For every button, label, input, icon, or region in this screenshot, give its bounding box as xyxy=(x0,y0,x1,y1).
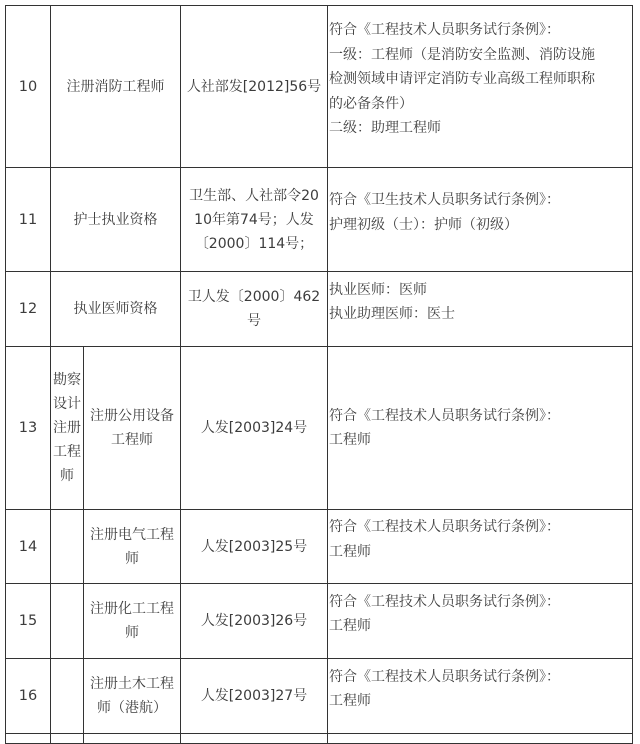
name-line: 师 xyxy=(125,625,139,641)
policy-document xyxy=(181,168,328,272)
table-row xyxy=(6,347,633,510)
description-line: 执业医师：医师 xyxy=(329,281,427,298)
qualification-description xyxy=(328,584,633,659)
table-row xyxy=(6,659,633,734)
name-line: 师（港航） xyxy=(97,700,167,716)
name-line: 工程师 xyxy=(111,432,153,448)
spacer xyxy=(329,714,630,728)
name-line: 注册公用设备 xyxy=(90,408,174,424)
spacer xyxy=(329,141,630,155)
name-line: 注册土木工程 xyxy=(90,676,174,692)
description-line: 符合《工程技术人员职务试行条例》： xyxy=(329,22,560,39)
table-row xyxy=(6,6,633,168)
description-line: 工程师 xyxy=(329,543,371,560)
qualification-name: 执业医师资格 xyxy=(51,272,181,347)
policy-document xyxy=(181,272,328,347)
row-number: 11 xyxy=(6,168,51,272)
category-cell xyxy=(51,734,84,744)
policy-document: 人社部发[2012]56号 xyxy=(181,6,328,168)
document-line: 〔2000〕114号； xyxy=(194,235,314,252)
policy-document: 人发[2003]24号 xyxy=(181,347,328,510)
description-line: 二级：助理工程师 xyxy=(329,120,441,137)
policy-document: 人发[2003]27号 xyxy=(181,659,328,734)
description-line: 执业助理医师：医士 xyxy=(329,306,455,322)
qualification-description xyxy=(328,6,633,168)
table-row xyxy=(6,584,633,659)
category-cell xyxy=(51,659,84,734)
description-line: 护理初级（士）：护师（初级） xyxy=(329,216,518,233)
qualification-name: 护士执业资格 xyxy=(51,168,181,272)
category-line: 师 xyxy=(60,468,74,484)
qualification-name xyxy=(84,347,181,510)
row-number: 13 xyxy=(6,347,51,510)
category-cell xyxy=(51,510,84,584)
description-line: 符合《卫生技术人员职务试行条例》： xyxy=(329,192,560,208)
qualification-description xyxy=(328,734,633,744)
description-line: 的必备条件） xyxy=(329,95,413,112)
qualification-name: 注册消防工程师 xyxy=(51,6,181,168)
description-line: 检测领域申请评定消防专业高级工程师职称 xyxy=(329,71,595,88)
qualification-description xyxy=(328,168,633,272)
row-number: 15 xyxy=(6,584,51,659)
qualification-description xyxy=(328,659,633,734)
category-line: 勘察 xyxy=(53,372,81,388)
row-number: 12 xyxy=(6,272,51,347)
document-line: 号 xyxy=(247,313,261,329)
description-line: 符合《工程技术人员职务试行条例》： xyxy=(329,593,560,610)
qualification-name xyxy=(84,659,181,734)
qualification-name xyxy=(84,584,181,659)
description-line: 工程师 xyxy=(329,432,371,448)
category-cell xyxy=(51,584,84,659)
qualification-name xyxy=(84,734,181,744)
description-line: 工程师 xyxy=(329,693,371,709)
row-number: 10 xyxy=(6,6,51,168)
document-line: 卫生部、人社部令20 xyxy=(189,187,319,204)
row-number: 16 xyxy=(6,659,51,734)
row-number: 14 xyxy=(6,510,51,584)
description-line: 工程师 xyxy=(329,618,371,634)
table-row xyxy=(6,510,633,584)
policy-document xyxy=(181,734,328,744)
policy-document: 人发[2003]25号 xyxy=(181,510,328,584)
name-line: 注册电气工程 xyxy=(90,526,174,543)
description-line: 符合《工程技术人员职务试行条例》： xyxy=(329,407,560,424)
qualification-name xyxy=(84,510,181,584)
name-line: 注册化工工程 xyxy=(90,601,174,617)
qualification-description xyxy=(328,510,633,584)
policy-document: 人发[2003]26号 xyxy=(181,584,328,659)
spacer xyxy=(329,639,630,653)
qualification-description xyxy=(328,272,633,347)
qualification-table xyxy=(5,5,633,744)
category-line: 注册 xyxy=(53,420,81,436)
description-line: 一级：工程师（是消防安全监测、消防设施 xyxy=(329,46,595,63)
row-number xyxy=(6,734,51,744)
description-line: 符合《工程技术人员职务试行条例》： xyxy=(329,668,560,685)
document-line: 卫人发〔2000〕462 xyxy=(187,289,321,305)
category-cell xyxy=(51,347,84,510)
table-row-partial xyxy=(6,734,633,744)
description-line: 符合《工程技术人员职务试行条例》： xyxy=(329,519,560,535)
spacer xyxy=(329,327,630,341)
table-row xyxy=(6,272,633,347)
category-line: 工程 xyxy=(53,444,81,460)
spacer xyxy=(329,237,630,251)
document-line: 10年第74号；人发 xyxy=(194,211,314,228)
category-line: 设计 xyxy=(53,396,81,412)
qualification-description xyxy=(328,347,633,510)
name-line: 师 xyxy=(125,550,139,567)
spacer xyxy=(329,564,630,578)
table-row xyxy=(6,168,633,272)
